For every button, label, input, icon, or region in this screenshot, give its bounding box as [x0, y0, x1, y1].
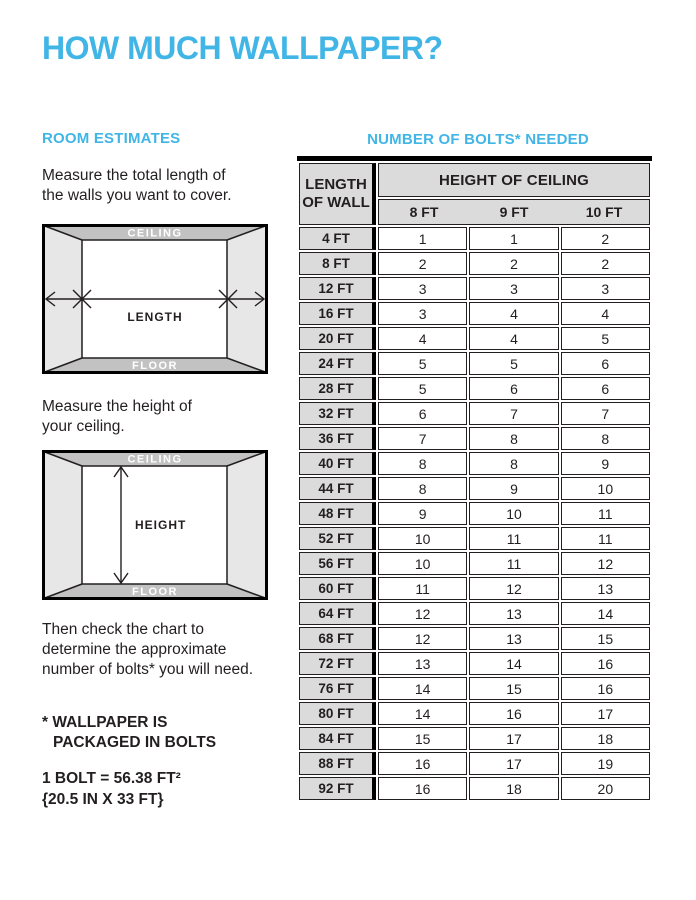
wall-length-cell: 24 FT	[299, 352, 376, 375]
right-wall-surface	[227, 451, 267, 599]
room-length-diagram	[42, 224, 268, 374]
bolt-count-cell: 1	[469, 227, 558, 250]
bolt-count-cell: 16	[378, 777, 467, 800]
bolt-count-cell: 8	[378, 477, 467, 500]
bolt-count-cell: 18	[561, 727, 650, 750]
bolt-count-cell: 11	[561, 502, 650, 525]
wall-length-cell: 28 FT	[299, 377, 376, 400]
check-chart-instruction	[42, 620, 298, 680]
page-title: HOW MUCH WALLPAPER?	[42, 30, 443, 66]
bolt-count-cell: 12	[378, 627, 467, 650]
table-row	[299, 652, 650, 675]
wall-length-cell: 12 FT	[299, 277, 376, 300]
bolt-count-cell: 4	[378, 327, 467, 350]
bolt-count-cell: 11	[469, 527, 558, 550]
wall-length-cell: 20 FT	[299, 327, 376, 350]
bolt-count-cell: 2	[561, 252, 650, 275]
wall-length-cell: 56 FT	[299, 552, 376, 575]
bolt-count-cell: 12	[561, 552, 650, 575]
header-line: OF WALL	[302, 194, 370, 211]
wall-length-cell: 92 FT	[299, 777, 376, 800]
bolts-needed-heading: NUMBER OF BOLTS* NEEDED	[367, 131, 589, 148]
bolt-count-cell: 10	[378, 527, 467, 550]
bolt-count-cell: 3	[561, 277, 650, 300]
table-row	[299, 527, 650, 550]
bolt-count-cell: 11	[378, 577, 467, 600]
bolt-count-cell: 8	[469, 452, 558, 475]
wall-length-cell: 44 FT	[299, 477, 376, 500]
bolt-table	[297, 156, 652, 802]
column-header-10ft: 10 FT	[585, 204, 623, 220]
bolt-count-cell: 9	[561, 452, 650, 475]
bolt-count-cell: 8	[469, 427, 558, 450]
instruction-line: Then check the chart to	[42, 621, 204, 638]
instruction-line: number of bolts* you will need.	[42, 661, 254, 678]
bolt-count-cell: 6	[378, 402, 467, 425]
bolt-count-cell: 9	[378, 502, 467, 525]
instruction-line: the walls you want to cover.	[42, 187, 232, 204]
ceiling-height-columns	[378, 199, 650, 225]
bolt-count-cell: 14	[469, 652, 558, 675]
bolt-count-cell: 13	[561, 577, 650, 600]
bolt-count-cell: 6	[561, 352, 650, 375]
wallpaper-bolts-footnote	[42, 713, 298, 753]
bolt-count-cell: 15	[561, 627, 650, 650]
measure-height-instruction	[42, 397, 298, 437]
table-row	[299, 427, 650, 450]
bolt-count-cell: 17	[561, 702, 650, 725]
table-row	[299, 352, 650, 375]
table-header-row	[299, 163, 650, 197]
wall-length-cell: 8 FT	[299, 252, 376, 275]
bolt-size-line: {20.5 IN X 33 FT}	[42, 791, 164, 808]
bolt-count-cell: 15	[469, 677, 558, 700]
table-row	[299, 452, 650, 475]
instruction-line: determine the approximate	[42, 641, 227, 658]
bolt-count-cell: 19	[561, 752, 650, 775]
table-row	[299, 552, 650, 575]
wall-length-cell: 64 FT	[299, 602, 376, 625]
bolt-count-cell: 17	[469, 752, 558, 775]
bolt-count-cell: 12	[469, 577, 558, 600]
bolt-count-cell: 14	[561, 602, 650, 625]
wall-length-cell: 48 FT	[299, 502, 376, 525]
bolt-count-cell: 16	[561, 677, 650, 700]
instruction-line: your ceiling.	[42, 418, 125, 435]
bolt-size-note	[42, 768, 298, 810]
table-row	[299, 477, 650, 500]
bolt-count-cell: 16	[561, 652, 650, 675]
wall-length-cell: 68 FT	[299, 627, 376, 650]
table-row	[299, 302, 650, 325]
bolt-count-cell: 2	[561, 227, 650, 250]
table-row	[299, 502, 650, 525]
table-row	[299, 677, 650, 700]
bolt-count-cell: 14	[378, 677, 467, 700]
length-label: LENGTH	[127, 310, 183, 324]
bolt-count-cell: 6	[561, 377, 650, 400]
room-estimates-heading: ROOM ESTIMATES	[42, 130, 181, 147]
bolt-count-cell: 10	[378, 552, 467, 575]
height-label: HEIGHT	[135, 518, 187, 532]
bolt-count-cell: 16	[469, 702, 558, 725]
ceiling-label: CEILING	[127, 453, 183, 466]
bolt-count-cell: 2	[378, 252, 467, 275]
bolt-table-body	[299, 227, 650, 800]
bolt-count-cell: 7	[378, 427, 467, 450]
bolt-count-cell: 5	[561, 327, 650, 350]
bolt-count-cell: 11	[469, 552, 558, 575]
wall-length-cell: 52 FT	[299, 527, 376, 550]
bolt-count-cell: 9	[469, 477, 558, 500]
bolt-count-cell: 12	[378, 602, 467, 625]
room-estimates-section	[42, 130, 298, 810]
ceiling-height-column-labels	[379, 204, 649, 220]
table-row	[299, 402, 650, 425]
wall-length-cell: 40 FT	[299, 452, 376, 475]
bolt-count-cell: 18	[469, 777, 558, 800]
instruction-line: Measure the total length of	[42, 167, 226, 184]
measure-length-instruction	[42, 166, 298, 206]
left-wall-surface	[43, 451, 82, 599]
bolt-count-cell: 10	[469, 502, 558, 525]
bolt-count-cell: 10	[561, 477, 650, 500]
footnote-line: PACKAGED IN BOLTS	[53, 734, 217, 751]
bolts-needed-section	[297, 131, 659, 802]
table-row	[299, 577, 650, 600]
table-row	[299, 727, 650, 750]
footnote-line: * WALLPAPER IS	[42, 714, 168, 731]
bolt-count-cell: 14	[378, 702, 467, 725]
wall-length-cell: 60 FT	[299, 577, 376, 600]
wall-length-cell: 72 FT	[299, 652, 376, 675]
bolt-count-cell: 16	[378, 752, 467, 775]
ceiling-label: CEILING	[127, 227, 183, 240]
bolt-count-cell: 13	[469, 602, 558, 625]
floor-label: FLOOR	[132, 586, 178, 598]
bolt-count-cell: 6	[469, 377, 558, 400]
bolt-table-header	[299, 163, 650, 225]
bolt-count-cell: 13	[469, 627, 558, 650]
bolt-count-cell: 11	[561, 527, 650, 550]
table-row	[299, 777, 650, 800]
bolt-count-cell: 8	[378, 452, 467, 475]
wall-length-cell: 36 FT	[299, 427, 376, 450]
column-header-8ft: 8 FT	[409, 204, 439, 220]
column-header-9ft: 9 FT	[499, 204, 529, 220]
table-row	[299, 627, 650, 650]
wall-length-cell: 76 FT	[299, 677, 376, 700]
bolt-count-cell: 4	[561, 302, 650, 325]
bolt-count-cell: 5	[469, 352, 558, 375]
height-of-ceiling-header: HEIGHT OF CEILING	[378, 163, 650, 197]
table-row	[299, 377, 650, 400]
table-row	[299, 327, 650, 350]
wall-length-cell: 88 FT	[299, 752, 376, 775]
bolt-count-cell: 4	[469, 327, 558, 350]
bolt-count-cell: 20	[561, 777, 650, 800]
instruction-line: Measure the height of	[42, 398, 192, 415]
bolt-count-cell: 7	[561, 402, 650, 425]
room-height-diagram	[42, 450, 268, 600]
table-row	[299, 752, 650, 775]
header-line: LENGTH	[305, 176, 367, 193]
bolt-count-cell: 3	[378, 277, 467, 300]
bolt-count-cell: 8	[561, 427, 650, 450]
bolt-count-cell: 1	[378, 227, 467, 250]
bolt-count-cell: 17	[469, 727, 558, 750]
table-row	[299, 602, 650, 625]
wall-length-cell: 84 FT	[299, 727, 376, 750]
bolt-count-cell: 5	[378, 377, 467, 400]
bolt-count-cell: 4	[469, 302, 558, 325]
floor-label: FLOOR	[132, 360, 178, 372]
wall-length-cell: 4 FT	[299, 227, 376, 250]
table-row	[299, 702, 650, 725]
bolt-count-cell: 3	[469, 277, 558, 300]
wall-length-cell: 80 FT	[299, 702, 376, 725]
bolt-count-cell: 2	[469, 252, 558, 275]
length-of-wall-header	[299, 163, 376, 225]
bolt-count-cell: 5	[378, 352, 467, 375]
bolt-count-cell: 7	[469, 402, 558, 425]
bolt-count-cell: 3	[378, 302, 467, 325]
wall-length-cell: 16 FT	[299, 302, 376, 325]
bolt-count-cell: 15	[378, 727, 467, 750]
table-row	[299, 252, 650, 275]
table-row	[299, 277, 650, 300]
bolt-size-line: 1 BOLT = 56.38 FT²	[42, 770, 181, 787]
table-row	[299, 227, 650, 250]
bolt-count-cell: 13	[378, 652, 467, 675]
wall-length-cell: 32 FT	[299, 402, 376, 425]
